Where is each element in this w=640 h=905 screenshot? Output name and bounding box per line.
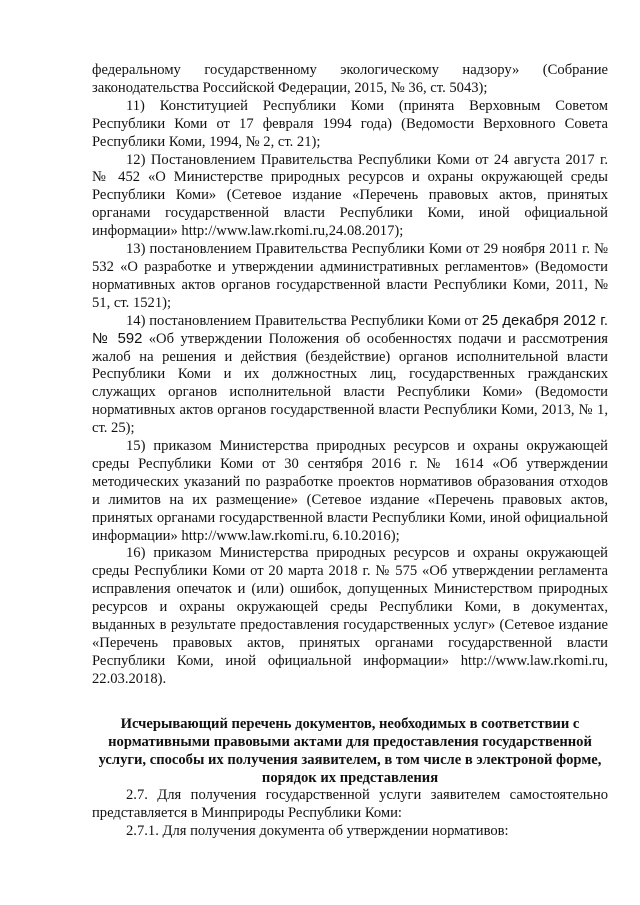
item-14-date: 25 декабря 2012 г. № 592: [92, 312, 608, 347]
paragraph-item-16: 16) приказом Министерства природных ресурсов и охраны окружающей среды Республики Коми от 20 марта 2018 г. № 575 «Об утверждении регламента исправления опечаток и (или) ошибок, допущенных Министерством природных ресурсов и охраны окружающей среды Республики Коми, в документах, выданных в результате предоставления государственных услуг» (Сетевое издание «Перечень правовых актов, принятых органами государственной власти Республики Коми, иной официальной информации» http://www.law.rkomi.ru, 22.03.2018).: [92, 545, 608, 687]
document-page: [92, 62, 608, 840]
item-14-part-a: 14) постановлением Правительства Республики Коми от: [126, 312, 482, 329]
paragraph-2-7-1: 2.7.1. Для получения документа об утверждении нормативов:: [126, 822, 509, 839]
paragraph-item-15: 15) приказом Министерства природных ресурсов и охраны окружающей среды Республики Коми от 30 сентября 2016 г. № 1614 «Об утверждении методических указаний по разработке проектов нормативов образования отходов и лимитов на их размещение» (Сетевое издание «Перечень правовых актов, принятых органами государственной власти Республики Коми, иной официальной информации» http://www.law.rkomi.ru, 6.10.2016);: [92, 438, 608, 544]
paragraph-continuation: федеральному государственному экологическому надзору» (Собрание законодательства Российской Федерации, 2015, № 36, ст. 5043);: [92, 62, 608, 96]
paragraph-item-13: 13) постановлением Правительства Республики Коми от 29 ноября 2011 г. № 532 «О разработке и утверждении административных регламентов» (Ведомости нормативных актов органов государственной власти Республики Коми, 2011, № 51, ст. 1521);: [92, 241, 608, 311]
paragraph-item-12: 12) Постановлением Правительства Республики Коми от 24 августа 2017 г. № 452 «О Министерстве природных ресурсов и охраны окружающей среды Республики Коми» (Сетевое издание «Перечень правовых актов, принятых органами государственной власти Республики Коми, иной официальной информации» http://www.law.rkomi.ru,24.08.2017);: [92, 151, 608, 240]
item-14-part-c: «Об утверждении Положения об особенностях подачи и рассмотрения жалоб на решения и действия (бездействие) органов исполнительной власти Республики Коми и их должностных лиц, государственных гражданских служащих органов исполнительной власти Республики Коми» (Ведомости нормативных актов органов государственной власти Республики Коми, 2013, № 1, ст. 25);: [92, 330, 608, 437]
paragraph-item-11: 11) Конституцией Республики Коми (принята Верховным Советом Республики Коми от 17 февраля 1994 года) (Ведомости Верховного Совета Республики Коми, 1994, № 2, ст. 21);: [92, 97, 608, 150]
section-heading: Исчерывающий перечень документов, необходимых в соответствии с нормативными правовыми актами для предоставления государственной услуги, способы их получения заявителем, в том числе в электроной форме, порядок их представления: [98, 715, 602, 786]
paragraph-2-7: 2.7. Для получения государственной услуги заявителем самостоятельно представляется в Минприроды Республики Коми:: [92, 786, 608, 821]
paragraph-item-14: [92, 313, 608, 438]
